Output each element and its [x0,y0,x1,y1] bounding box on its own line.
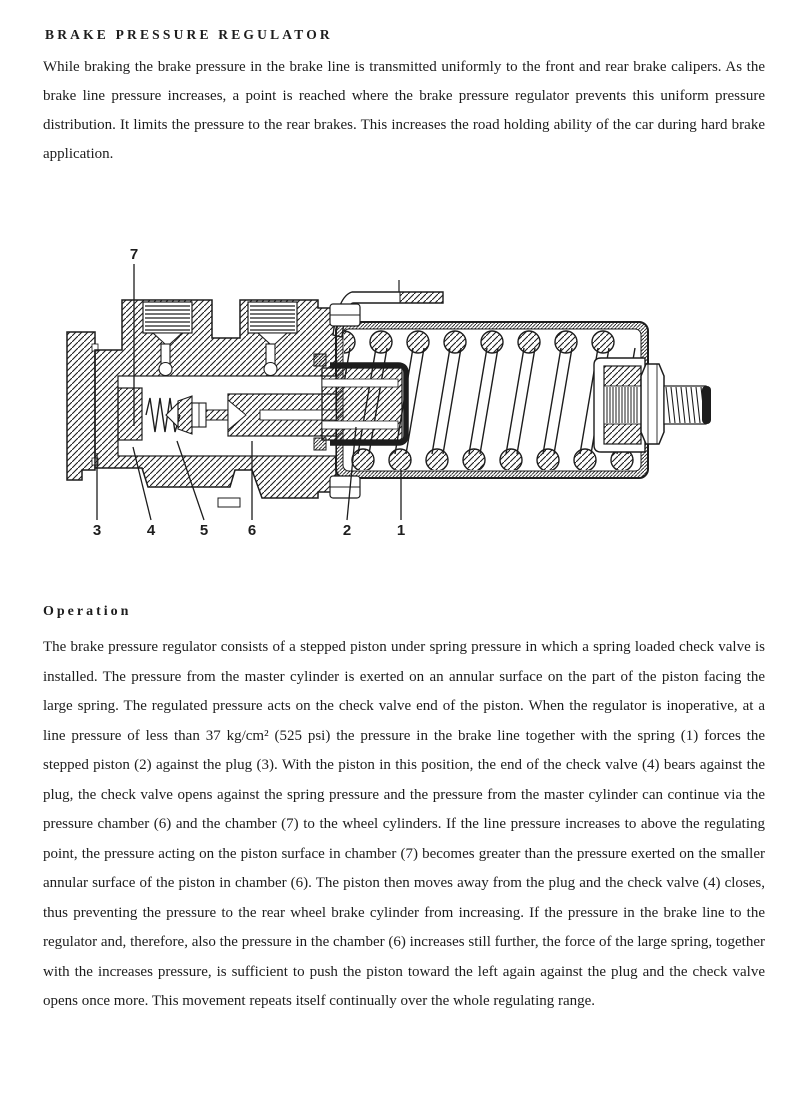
rod-tip [702,386,711,424]
adjuster-assembly [594,358,711,452]
plug [118,388,142,440]
port-threads [145,306,190,330]
callout-2: 2 [342,522,352,539]
piston-groove [322,379,398,387]
intro-paragraph: While braking the brake pressure in the brake line is transmitted uniformly to the front and rear brake calipers. As the brake line pressure increases, a point is reached where the brake pressure regulator prevents this uniform pressure distribution. It limits the pressure to the rear brakes. This increases the road holding ability of the car during hard brake application. [43,59,765,162]
piston-groove [322,421,398,429]
page-title: BRAKE PRESSURE REGULATOR [45,27,333,42]
stem-ball [264,363,277,376]
seal-ring [314,354,326,366]
regulator-diagram [0,240,798,540]
callout-5: 5 [199,522,209,539]
callout-6: 6 [247,522,257,539]
valve-stem [206,410,228,420]
port-stem [266,344,275,364]
port-stem [161,344,170,364]
body-bottom-nub [218,498,240,507]
callout-7: 7 [129,246,139,263]
operation-paragraph: The brake pressure regulator consists of a stepped piston under spring pressure in which a spring loaded check valve is installed. The pressure from the master cylinder is exerted on an annular surface on the part of the piston facing the large spring. The regulated pressure acts on the check valve end of the piston. When the regulator is inoperative, at a line pressure of less than 37 kg/cm² (525 psi) the pressure in the brake line together with the spring (1) forces the stepped piston (2) against the plug (3). With the piston in this position, the end of the check valve (4) bears against the plug, the check valve opens against the spring pressure and the pressure from the master cylinder can continue via the pressure chamber (6) and the chamber (7) to the wheel cylinders. If the line pressure increases to above the regulating point, the pressure acting on the piston surface in chamber (7) becomes greater than the pressure exerted on the smaller annular surface of the piston in chamber (6). The piston then moves away from the plug and the check valve (4) closes, thus preventing the pressure to the rear wheel brake cylinder from increasing. If the pressure in the brake line to the regulator and, therefore, also the pressure in the chamber (6) increases still further, the force of the large spring, together with the increases pressure, is sufficient to push the piston toward the left again against the plug and the check valve opens once more. This movement repeats itself continually over the whole regulating range. [43,639,765,1009]
end-plug-flange [67,332,95,480]
callout-1: 1 [396,522,406,539]
hex-nut [641,364,664,444]
callout-4: 4 [146,522,156,539]
section-heading: Operation [43,604,132,619]
check-valve-body [178,396,192,434]
check-valve-assembly [118,376,336,456]
callout-3: 3 [92,522,102,539]
port-threads [250,306,295,330]
bracket-section [400,292,443,303]
stem-ball [159,363,172,376]
figure-cross-section [0,240,798,540]
